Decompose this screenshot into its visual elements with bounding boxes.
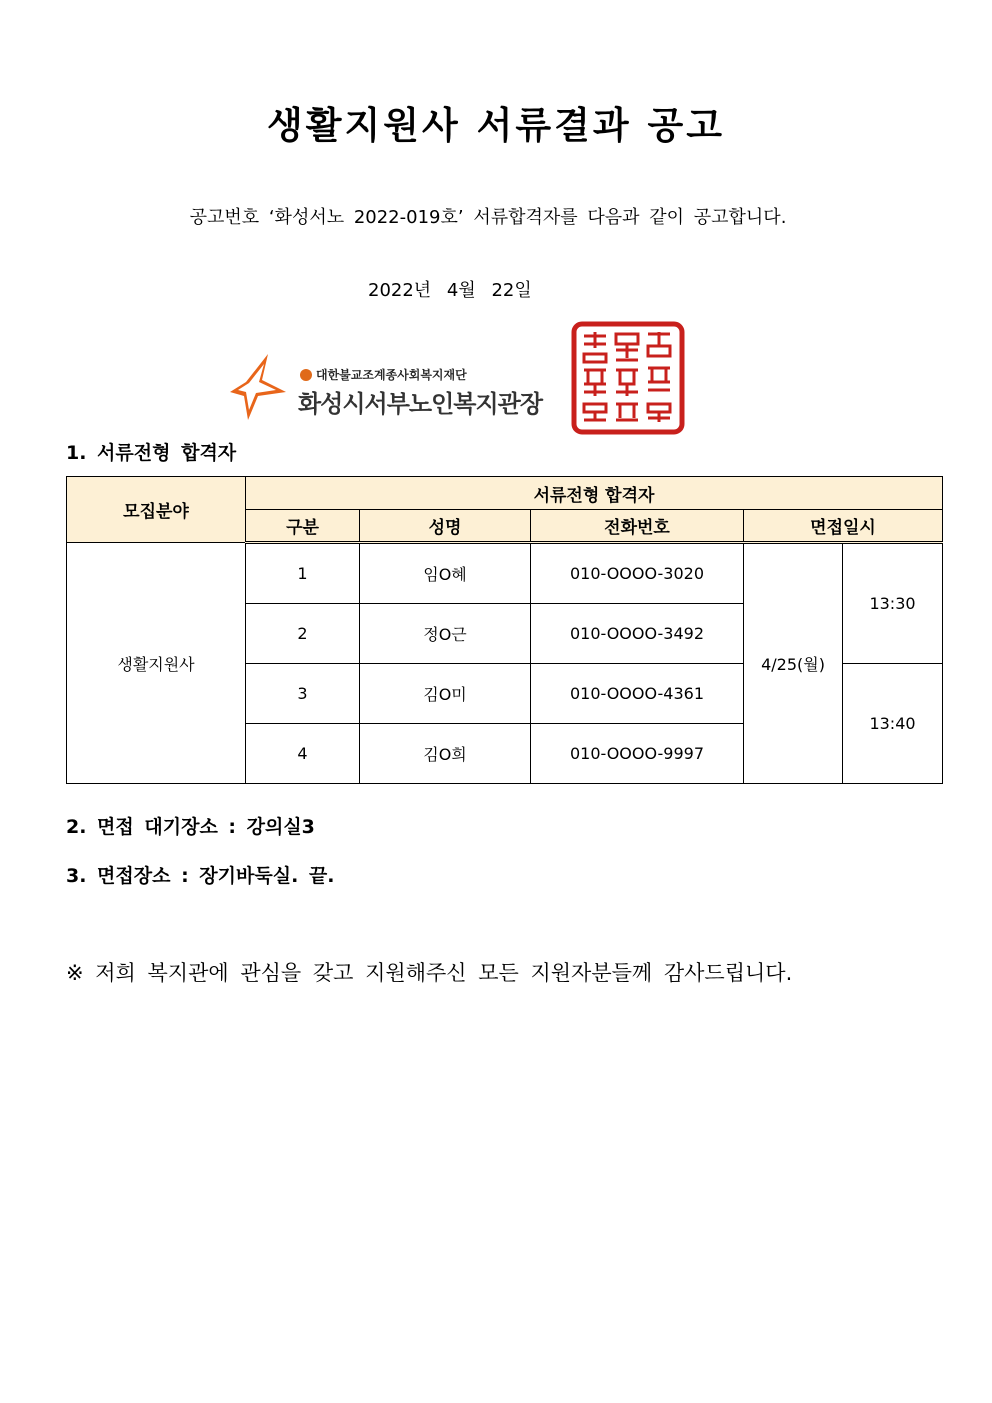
organization-logo bbox=[228, 352, 558, 422]
section-3-interview-room: 3. 면접장소 : 장기바둑실. 끝. bbox=[66, 865, 335, 887]
phone-cell: 010-OOOO-3020 bbox=[531, 543, 744, 604]
recruitment-field-cell: 생활지원사 bbox=[67, 543, 246, 784]
header-recruitment-field: 모집분야 bbox=[67, 477, 246, 543]
name-cell: 김O미 bbox=[360, 664, 531, 724]
table-row bbox=[67, 543, 943, 604]
interview-date-cell: 4/25(월) bbox=[744, 543, 843, 784]
interview-time-cell: 13:40 bbox=[843, 664, 943, 784]
phone-cell: 010-OOOO-4361 bbox=[531, 664, 744, 724]
header-passed-group: 서류전형 합격자 bbox=[246, 477, 943, 510]
announcement-date: 2022년 4월 22일 bbox=[368, 280, 532, 301]
phone-cell: 010-OOOO-3492 bbox=[531, 604, 744, 664]
interview-time-cell: 13:30 bbox=[843, 543, 943, 664]
star-logo-icon bbox=[228, 352, 290, 422]
section-1-title: 1. 서류전형 합격자 bbox=[66, 442, 237, 464]
header-number: 구분 bbox=[246, 510, 360, 543]
foundation-emblem-icon bbox=[300, 369, 312, 381]
official-seal-icon bbox=[570, 320, 686, 436]
name-cell: 정O근 bbox=[360, 604, 531, 664]
number-cell: 4 bbox=[246, 724, 360, 784]
header-name: 성명 bbox=[360, 510, 531, 543]
section-2-waiting-room: 2. 면접 대기장소 : 강의실3 bbox=[66, 816, 315, 838]
name-cell: 임O혜 bbox=[360, 543, 531, 604]
header-phone: 전화번호 bbox=[531, 510, 744, 543]
phone-cell: 010-OOOO-9997 bbox=[531, 724, 744, 784]
number-cell: 1 bbox=[246, 543, 360, 604]
number-cell: 2 bbox=[246, 604, 360, 664]
announcement-intro: 공고번호 ‘화성서노 2022-019호’ 서류합격자를 다음과 같이 공고합니다. bbox=[189, 207, 787, 228]
closing-note: ※ 저희 복지관에 관심을 갖고 지원해주신 모든 지원자분들께 감사드립니다. bbox=[66, 961, 793, 985]
organization-name: 화성시서부노인복지관장 bbox=[298, 390, 543, 418]
organization-parent: 대한불교조계종사회복지재단 bbox=[300, 366, 467, 383]
number-cell: 3 bbox=[246, 664, 360, 724]
page-title: 생활지원사 서류결과 공고 bbox=[267, 104, 725, 147]
header-interview-datetime: 면접일시 bbox=[744, 510, 943, 543]
name-cell: 김O희 bbox=[360, 724, 531, 784]
passed-applicants-table bbox=[66, 476, 943, 784]
